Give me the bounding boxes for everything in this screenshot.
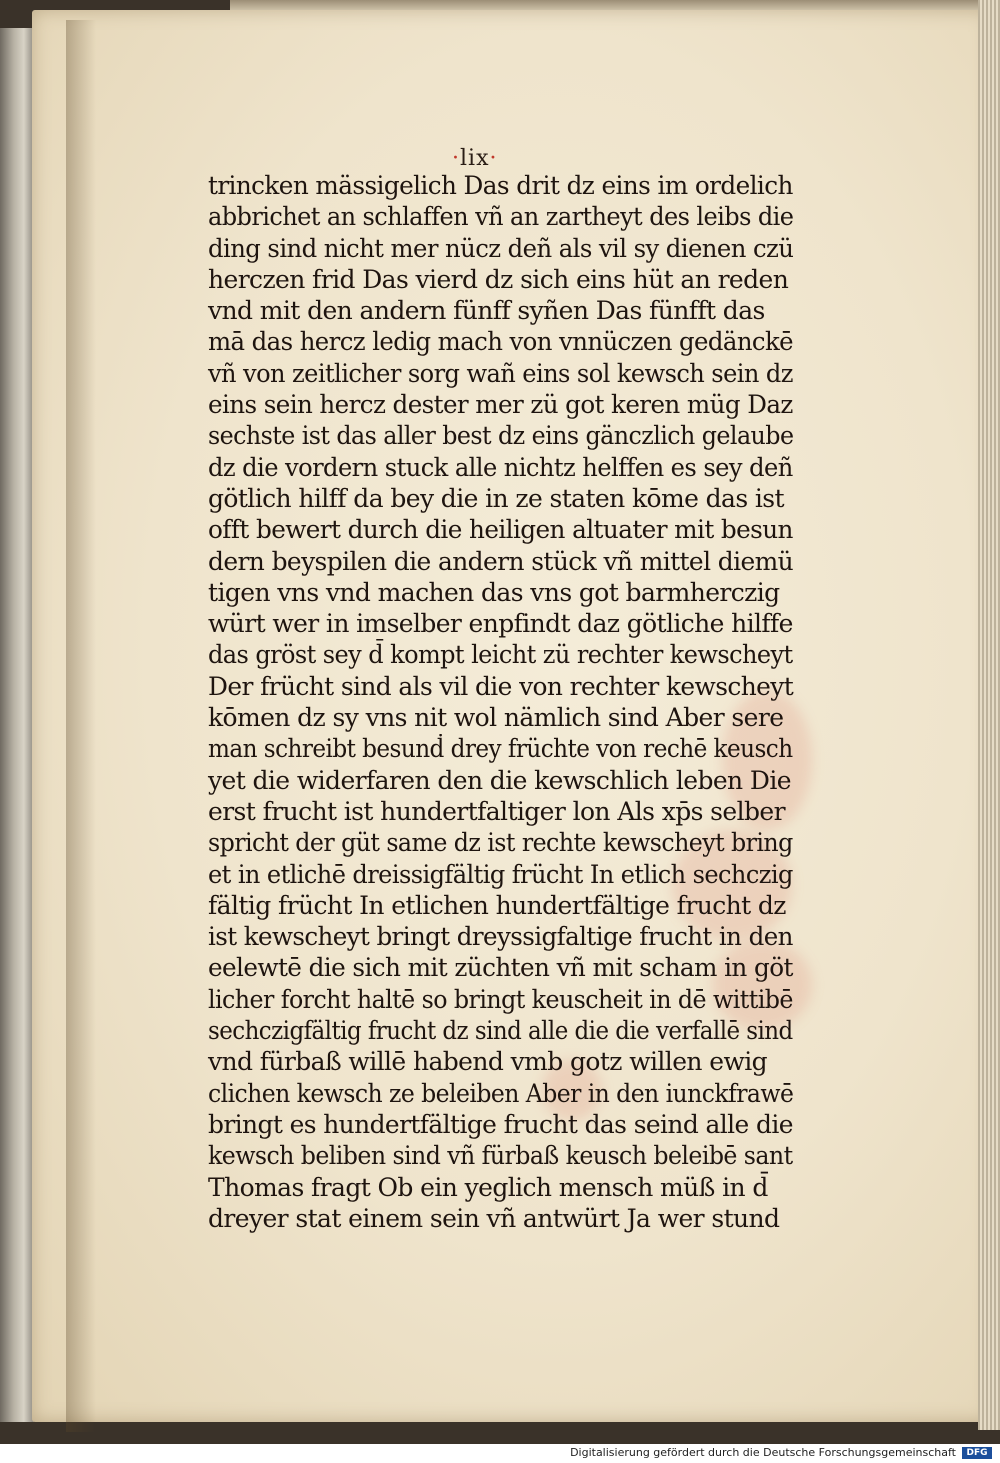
text-line: götlich hilff da bey die in ze staten kōme das ist [208, 483, 784, 513]
text-line: mā das hercz ledig mach von vnnüczen gedänckē [208, 327, 794, 357]
text-line: kewsch beliben sind vñ fürbaß keusch beleibē sant [208, 1141, 793, 1171]
text-line: man schreibt besunḋ drey früchte von rechē keusch [208, 734, 793, 764]
text-line: erst frucht ist hundertfaltiger lon Als xp̄s selber [208, 796, 785, 826]
text-line: dern beyspilen die andern stück vñ mittel diemü [208, 546, 794, 576]
facing-page-edge [0, 28, 34, 1422]
text-line: eelewtē die sich mit züchten vñ mit scham in göt [208, 953, 793, 983]
text-line: ding sind nicht mer nücz deñ als vil sy dienen czü [208, 233, 794, 263]
text-line: dz die vordern stuck alle nichtz helffen es sey deñ [208, 452, 793, 482]
footer-credit: Digitalisierung gefördert durch die Deutsche Forschungsgemeinschaft [570, 1446, 956, 1459]
text-line: dreyer stat einem sein vñ antwürt Ja wer stund [208, 1203, 780, 1233]
text-line: herczen frid Das vierd dz sich eins hüt an reden [208, 264, 789, 294]
text-line: offt bewert durch die heiligen altuater mit besun [208, 515, 793, 545]
text-line: ist kewscheyt bringt dreyssigfaltige frucht in den [208, 922, 793, 952]
text-line: kōmen dz sy vns nit wol nämlich sind Aber sere [208, 703, 784, 733]
folio-number: ·lix· [452, 146, 498, 171]
text-line: et in etlichē dreissigfältig frücht In etlich sechczig [208, 859, 793, 889]
text-line: Der frücht sind als vil die von rechter kewscheyt [208, 671, 794, 701]
page-gutter-shadow [66, 20, 96, 1432]
text-line: sechste ist das aller best dz eins gänczlich gelaube [208, 421, 794, 451]
text-line: vñ von zeitlicher sorg wañ eins sol kewsch sein dz [208, 358, 793, 388]
page-block-edge [978, 0, 1000, 1430]
dfg-logo: DFG [962, 1447, 992, 1459]
text-line: spricht der güt same dz ist rechte kewscheyt bring [208, 828, 793, 858]
text-line: das gröst sey d̄ kompt leicht zü rechter kewscheyt [208, 640, 793, 670]
text-line: würt wer in imselber enpfindt daz götliche hilffe [208, 609, 793, 639]
page-top-edge [230, 0, 1000, 10]
text-line: Thomas fragt Ob ein yeglich mensch müß in d̄ [208, 1172, 768, 1202]
text-block [208, 170, 793, 1234]
text-line: vnd fürbaß willē habend vmb gotz willen ewig [208, 1047, 768, 1077]
text-line: fältig frücht In etlichen hundertfältige frucht dz [208, 890, 786, 920]
text-line: clichen kewsch ze beleiben Aber in den iunckfrawē [208, 1078, 794, 1108]
text-line: bringt es hundertfältige frucht das seind alle die [208, 1109, 793, 1139]
text-line: licher forcht haltē so bringt keuscheit in dē wittibē [208, 984, 793, 1014]
text-line: abbrichet an schlaffen vñ an zartheyt des leibs die [208, 202, 794, 232]
text-line: trincken mässigelich Das drit dz eins im ordelich [208, 171, 793, 200]
text-line: vnd mit den andern fünff syñen Das fünfft das [208, 296, 765, 326]
text-line: eins sein hercz dester mer zü got keren müg Daz [208, 390, 793, 420]
text-line: yet die widerfaren den die kewschlich leben Die [208, 765, 791, 795]
text-line: sechczigfältig frucht dz sind alle die die verfallē sind [208, 1016, 793, 1046]
text-line: tigen vns vnd machen das vns got barmherczig [208, 577, 780, 607]
